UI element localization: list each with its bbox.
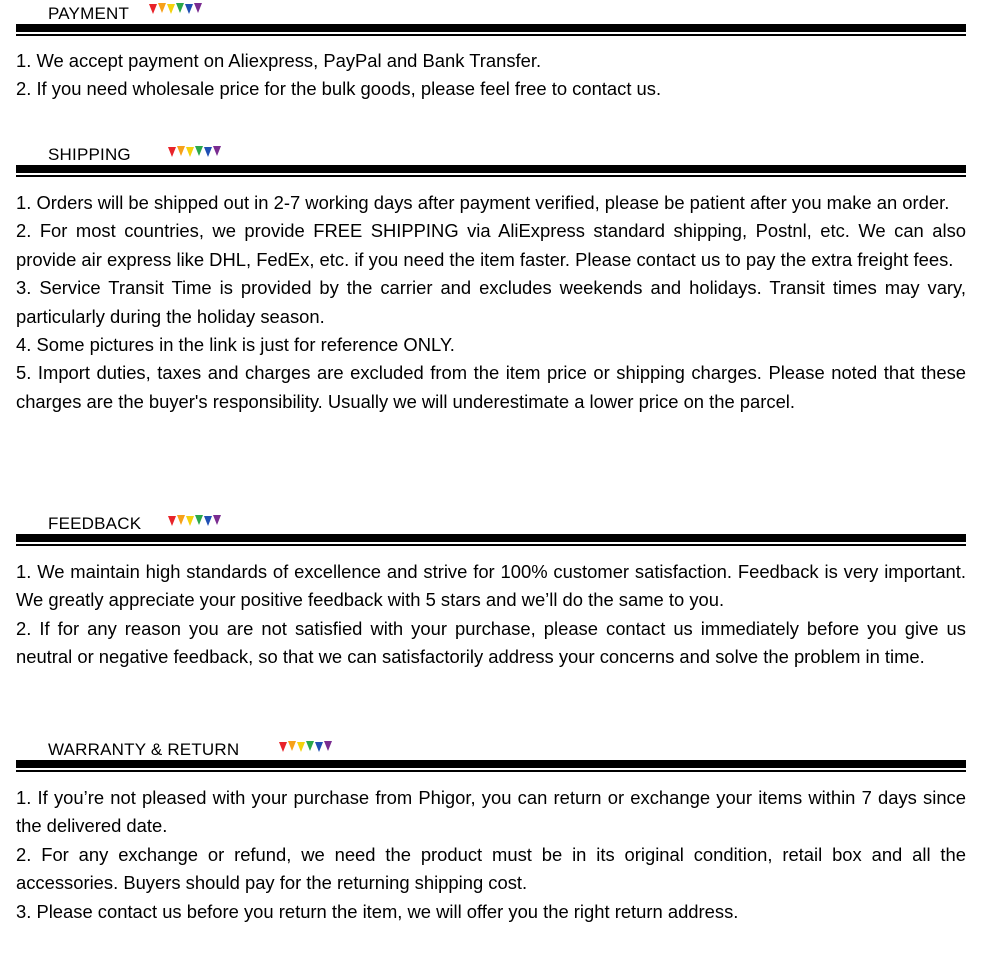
bunting-flags-icon bbox=[149, 3, 203, 19]
shipping-line: 2. For most countries, we provide FREE SHIPPING via AliExpress standard shipping, Postnl, etc. We can also provide air express like DHL, FedEx, etc. if you need the item faster. Please contact us to pay the extra freight fees. bbox=[16, 220, 966, 270]
bunting-flags-icon bbox=[168, 146, 222, 162]
shipping-line: 3. Service Transit Time is provided by the carrier and excludes weekends and holidays. Transit times may vary, particularly during the holiday season. bbox=[16, 277, 966, 327]
flag-triangle bbox=[185, 4, 193, 14]
warranty-line: 3. Please contact us before you return the item, we will offer you the right return address. bbox=[16, 900, 739, 922]
flag-triangle bbox=[213, 515, 221, 525]
flag-triangle bbox=[213, 146, 221, 156]
payment-body bbox=[16, 47, 966, 104]
flag-triangle bbox=[195, 515, 203, 525]
shipping-body bbox=[16, 189, 966, 416]
shipping-line: 1. Orders will be shipped out in 2-7 working days after payment verified, please be patient after you make an order. bbox=[16, 192, 950, 213]
shipping-line: 5. Import duties, taxes and charges are excluded from the item price or shipping charges. Please noted that these charges are the buyer's responsibility. Usually we will underestimate a lower price on the parcel. bbox=[16, 362, 966, 412]
shipping-rule-thick bbox=[16, 165, 966, 173]
payment-rule-thick bbox=[16, 24, 966, 32]
feedback-rule-thin bbox=[16, 544, 966, 546]
feedback-rule-thick bbox=[16, 534, 966, 542]
payment-line: 1. We accept payment on Aliexpress, PayPal and Bank Transfer. bbox=[16, 50, 542, 71]
warranty-line: 1. If you’re not pleased with your purchase from Phigor, you can return or exchange your items within 7 days since the delivered date. bbox=[16, 787, 966, 837]
feedback-title: FEEDBACK bbox=[48, 514, 142, 533]
flag-triangle bbox=[167, 4, 175, 14]
payment-rule-thin bbox=[16, 34, 966, 36]
shipping-rule-thin bbox=[16, 175, 966, 177]
flag-triangle bbox=[204, 516, 212, 526]
flag-triangle bbox=[186, 147, 194, 157]
bunting-flags-icon bbox=[279, 741, 333, 757]
feedback-body bbox=[16, 558, 966, 672]
warranty-line: 2. For any exchange or refund, we need the product must be in its original condition, retail box and all the accessories. Buyers should pay for the returning shipping cost. bbox=[16, 843, 966, 894]
flag-triangle bbox=[306, 741, 314, 751]
flag-triangle bbox=[176, 3, 184, 13]
warranty-rule-thick bbox=[16, 760, 966, 768]
warranty-title: WARRANTY & RETURN bbox=[48, 740, 240, 759]
shipping-title: SHIPPING bbox=[48, 145, 131, 164]
flag-triangle bbox=[168, 147, 176, 157]
flag-triangle bbox=[186, 516, 194, 526]
shipping-line: 4. Some pictures in the link is just for reference ONLY. bbox=[16, 334, 455, 356]
bunting-flags-icon bbox=[168, 515, 222, 531]
flag-triangle bbox=[149, 4, 157, 14]
flag-triangle bbox=[195, 146, 203, 156]
flag-triangle bbox=[204, 147, 212, 157]
flag-triangle bbox=[315, 742, 323, 752]
flag-triangle bbox=[297, 742, 305, 752]
flag-triangle bbox=[177, 515, 185, 525]
feedback-line: 2. If for any reason you are not satisfied with your purchase, please contact us immediately before you give us neutral or negative feedback, so that we can satisfactorily address your concerns and solve the problem in time. bbox=[16, 617, 966, 668]
warranty-rule-thin bbox=[16, 770, 966, 772]
payment-title: PAYMENT bbox=[48, 4, 130, 23]
flag-triangle bbox=[194, 3, 202, 13]
flag-triangle bbox=[324, 741, 332, 751]
warranty-body bbox=[16, 784, 966, 926]
flag-triangle bbox=[168, 516, 176, 526]
flag-triangle bbox=[158, 3, 166, 13]
flag-triangle bbox=[279, 742, 287, 752]
feedback-line: 1. We maintain high standards of excellence and strive for 100% customer satisfaction. Feedback is very important. We greatly appreciate your positive feedback with 5 stars and we’ll do the same to you. bbox=[16, 561, 966, 611]
payment-line: 2. If you need wholesale price for the bulk goods, please feel free to contact us. bbox=[16, 78, 662, 100]
flag-triangle bbox=[177, 146, 185, 156]
flag-triangle bbox=[288, 741, 296, 751]
